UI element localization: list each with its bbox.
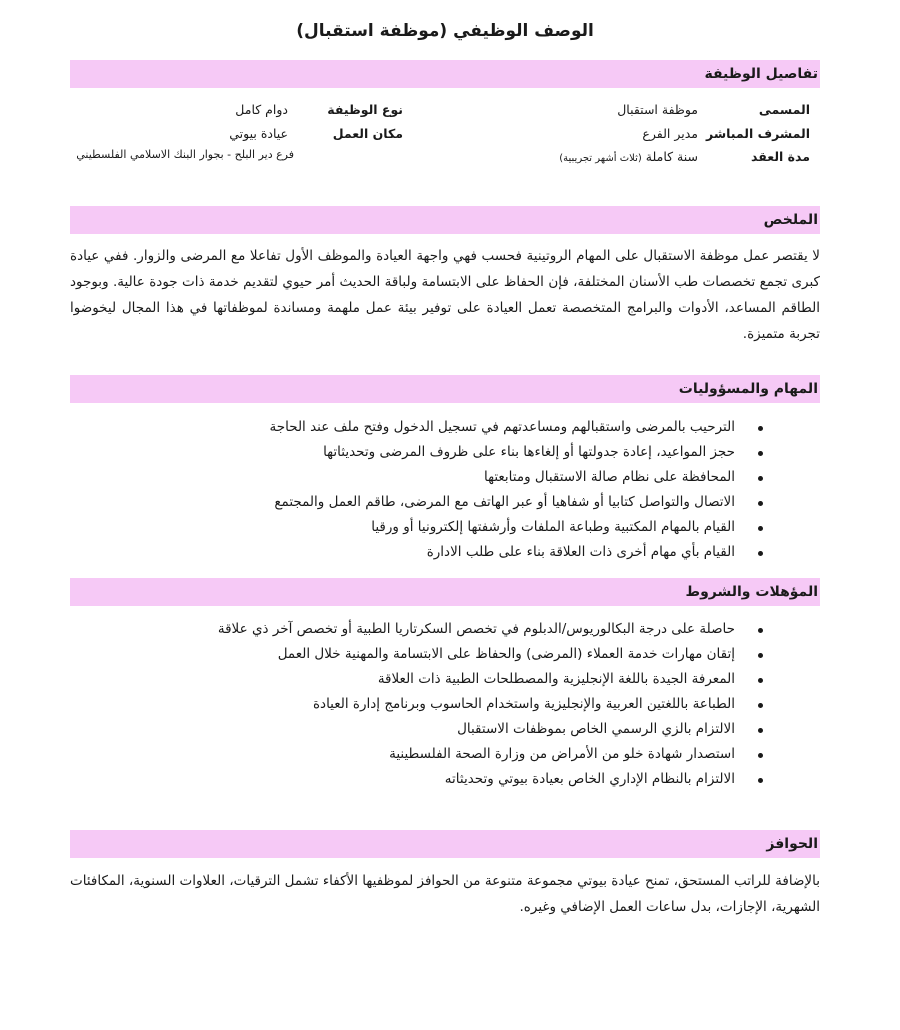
manager-label: المشرف المباشر	[706, 126, 810, 141]
contract-duration: سنة كاملة	[645, 149, 698, 164]
job-title-value: موظفة استقبال	[617, 102, 698, 117]
job-description-page	[70, 0, 820, 1030]
tasks-list	[70, 415, 820, 565]
list-item: حاصلة على درجة البكالوريوس/الدبلوم في تخصص السكرتاريا الطبية أو تخصص آخر ذي علاقة	[70, 617, 820, 642]
section-header-qualifications: المؤهلات والشروط	[70, 578, 820, 606]
manager-value: مدير الفرع	[642, 126, 698, 141]
workplace-label: مكان العمل	[332, 126, 403, 141]
workplace-branch: فرع دير البلح - بجوار البنك الاسلامي الفلسطيني	[76, 148, 294, 161]
list-item: الطباعة باللغتين العربية والإنجليزية واستخدام الحاسوب وبرنامج إدارة العيادة	[70, 692, 820, 717]
list-item: الاتصال والتواصل كتابيا أو شفاهيا أو عبر الهاتف مع المرضى، طاقم العمل والمجتمع	[70, 490, 820, 515]
summary-paragraph: لا يقتصر عمل موظفة الاستقبال على المهام الروتينية فحسب فهي واجهة العيادة والموظف الأول تفاعلا مع المرضى والزوار. ففي عيادة كبرى تجمع تخصصات طب الأسنان المختلفة، فإن الحفاظ على الابتسامة ولباقة الحديث أمر حيوي لتقديم خدمة ذات جودة عالية. وبوجود الطاقم المساعد، الأدوات والبرامج المتخصصة تعمل العيادة على توفير بيئة عمل ملهمة ومساندة لموظفاتها في هذا المجال ليخوضوا تجربة متميزة.	[70, 248, 820, 342]
list-item: المعرفة الجيدة باللغة الإنجليزية والمصطلحات الطبية ذات العلاقة	[70, 667, 820, 692]
job-type-value: دوام كامل	[235, 102, 288, 117]
list-item: الترحيب بالمرضى واستقبالهم ومساعدتهم في تسجيل الدخول وفتح ملف عند الحاجة	[70, 415, 820, 440]
list-item: الالتزام بالزي الرسمي الخاص بموظفات الاستقبال	[70, 717, 820, 742]
section-header-tasks: المهام والمسؤوليات	[70, 375, 820, 403]
list-item: إتقان مهارات خدمة العملاء (المرضى) والحفاظ على الابتسامة والمهنية خلال العمل	[70, 642, 820, 667]
list-item: القيام بالمهام المكتبية وطباعة الملفات وأرشفتها إلكترونيا أو ورقيا	[70, 515, 820, 540]
section-header-summary: الملخص	[70, 206, 820, 234]
job-title-label: المسمى	[758, 102, 810, 117]
section-header-details: تفاصيل الوظيفة	[70, 60, 820, 88]
list-item: الالتزام بالنظام الإداري الخاص بعيادة بيوتي وتحديثاته	[70, 767, 820, 792]
list-item: المحافظة على نظام صالة الاستقبال ومتابعتها	[70, 465, 820, 490]
list-item: حجز المواعيد، إعادة جدولتها أو إلغاءها بناء على ظروف المرضى وتحديثاتها	[70, 440, 820, 465]
page-title: الوصف الوظيفي (موظفة استقبال)	[296, 21, 594, 41]
job-type-label: نوع الوظيفة	[327, 102, 403, 117]
section-header-incentives: الحوافز	[70, 830, 820, 858]
contract-value	[559, 147, 698, 169]
contract-probation-note: (ثلاث أشهر تجريبية)	[559, 153, 642, 164]
list-item: القيام بأي مهام أخرى ذات العلاقة بناء على طلب الادارة	[70, 540, 820, 565]
incentives-paragraph: بالإضافة للراتب المستحق، تمنح عيادة بيوتي مجموعة متنوعة من الحوافز لموظفيها الأكفاء تشمل الترقيات، العلاوات السنوية، المكافئات الشهرية، الإجازات، بدل ساعات العمل الإضافي وغيره.	[70, 873, 820, 915]
qualifications-list	[70, 617, 820, 792]
workplace-value: عيادة بيوتي	[229, 126, 288, 141]
list-item: استصدار شهادة خلو من الأمراض من وزارة الصحة الفلسطينية	[70, 742, 820, 767]
contract-label: مدة العقد	[751, 149, 810, 164]
